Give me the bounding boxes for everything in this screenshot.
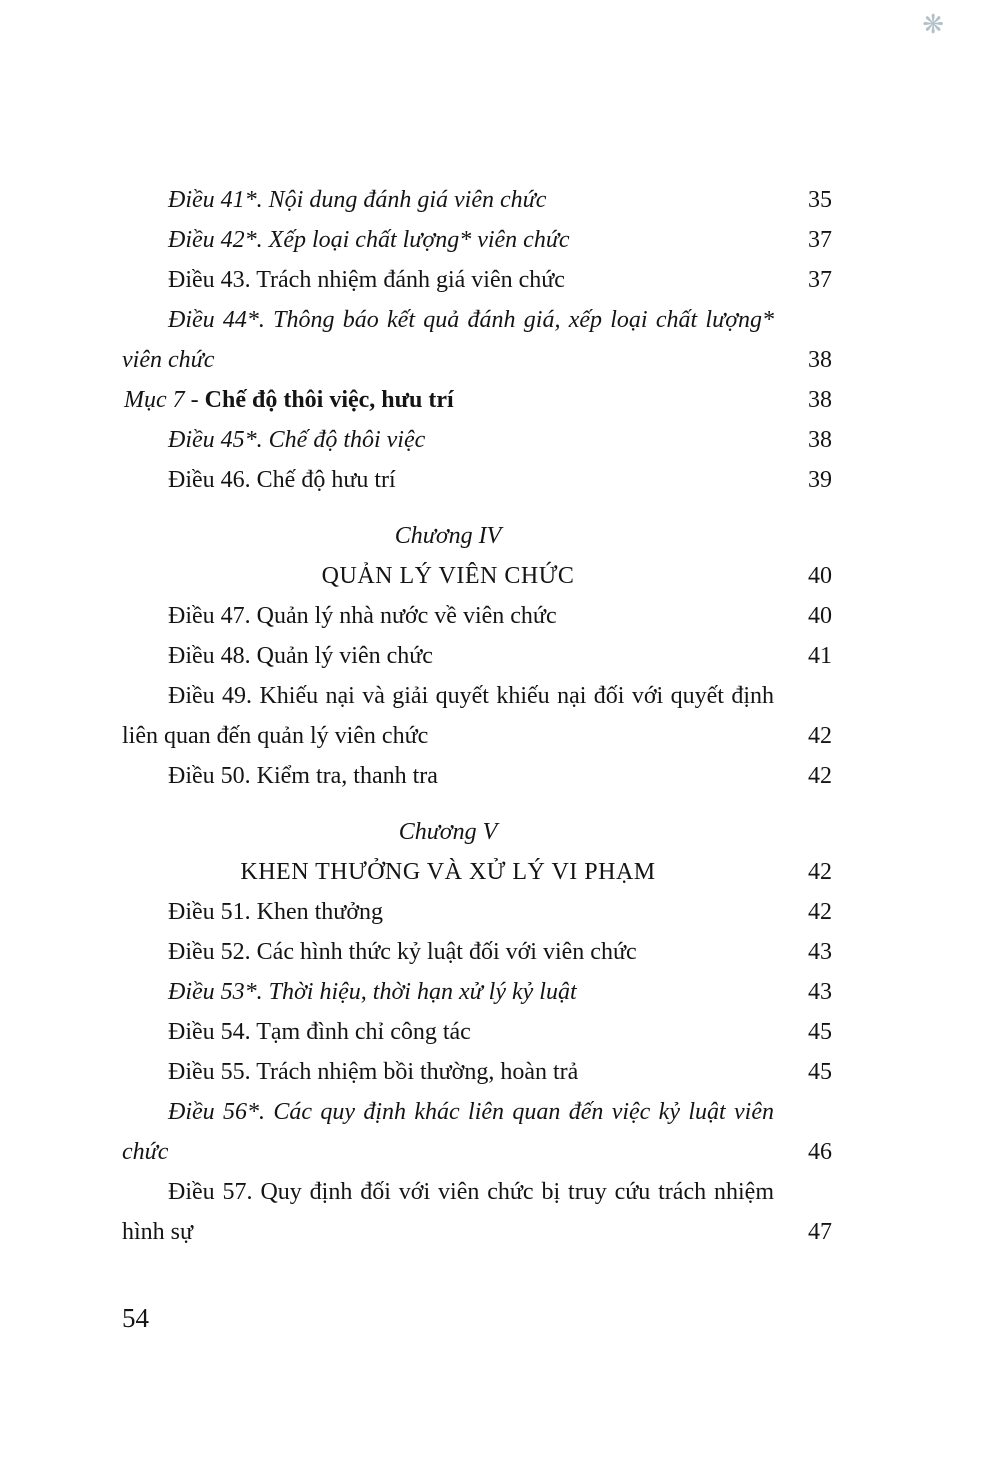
toc-entry xyxy=(122,1052,832,1092)
toc-entry-page-number: 47 xyxy=(808,1219,832,1245)
toc-entry xyxy=(122,180,832,220)
toc-entry-text: Điều 53*. Thời hiệu, thời hạn xử lý kỷ luật xyxy=(168,979,577,1005)
toc-entry-text: Điều 45*. Chế độ thôi việc xyxy=(168,427,426,453)
toc-entry-page-number: 43 xyxy=(808,979,832,1005)
toc-entry-page-number: 42 xyxy=(808,899,832,925)
toc-entry xyxy=(122,596,832,636)
chapter-label: Chương IV xyxy=(394,523,502,549)
toc-entry-text: Điều 42*. Xếp loại chất lượng* viên chức xyxy=(168,227,570,253)
toc-entry xyxy=(122,1012,832,1052)
toc-entry-text: Điều 50. Kiểm tra, thanh tra xyxy=(168,763,438,789)
toc-entry xyxy=(122,636,832,676)
toc-entry xyxy=(122,420,832,460)
toc-entry-text: Điều 47. Quản lý nhà nước về viên chức xyxy=(168,603,557,629)
toc-section-entry xyxy=(122,380,832,420)
toc-entry-page-number: 37 xyxy=(808,267,832,293)
toc-entry-page-number: 38 xyxy=(808,387,832,413)
toc-entry xyxy=(122,932,832,972)
toc-entry-text: Điều 43. Trách nhiệm đánh giá viên chức xyxy=(168,267,565,293)
toc-entry xyxy=(122,1092,832,1172)
toc-entry-page-number: 43 xyxy=(808,939,832,965)
chapter-page-number: 42 xyxy=(808,859,832,885)
section-number-label: Mục 7 - xyxy=(124,387,205,413)
toc-entry-page-number: 39 xyxy=(808,467,832,493)
toc-entry xyxy=(122,1172,832,1252)
page-number: 54 xyxy=(122,1303,149,1333)
toc-chapter xyxy=(122,516,832,596)
toc-entry-page-number: 35 xyxy=(808,187,832,213)
toc-entry-page-number: 42 xyxy=(808,763,832,789)
toc-entry-text: Điều 51. Khen thưởng xyxy=(168,899,384,925)
toc-entry-text: Điều 56*. Các quy định khác liên quan đến việc kỷ luật viên chức xyxy=(122,1099,774,1165)
toc-entry-page-number: 37 xyxy=(808,227,832,253)
toc-entry-text: Điều 55. Trách nhiệm bồi thường, hoàn trả xyxy=(168,1059,579,1085)
toc-entry xyxy=(122,892,832,932)
flower-icon: ❋ xyxy=(922,10,944,39)
chapter-title: KHEN THƯỞNG VÀ XỬ LÝ VI PHẠM xyxy=(240,859,656,885)
chapter-label: Chương V xyxy=(398,819,498,845)
toc-entry xyxy=(122,756,832,796)
toc-entry-page-number: 46 xyxy=(808,1139,832,1165)
toc-entry xyxy=(122,676,832,756)
toc-entry-page-number: 38 xyxy=(808,427,832,453)
chapter-title: QUẢN LÝ VIÊN CHỨC xyxy=(321,563,575,589)
toc-entry-page-number: 45 xyxy=(808,1019,832,1045)
toc-entry-text: Điều 49. Khiếu nại và giải quyết khiếu nại đối với quyết định liên quan đến quản lý viên chức xyxy=(122,683,774,749)
toc-entry-text: Điều 41*. Nội dung đánh giá viên chức xyxy=(168,187,547,213)
toc-entry xyxy=(122,300,832,380)
toc-entry-text: Điều 46. Chế độ hưu trí xyxy=(168,467,396,493)
toc-entry xyxy=(122,260,832,300)
toc-entry-page-number: 41 xyxy=(808,643,832,669)
toc-entry-page-number: 38 xyxy=(808,347,832,373)
toc-entry xyxy=(122,220,832,260)
toc-entry-text: Điều 44*. Thông báo kết quả đánh giá, xếp loại chất lượng* viên chức xyxy=(122,307,774,373)
toc-entry xyxy=(122,972,832,1012)
toc-entry xyxy=(122,460,832,500)
toc-entry-text: Điều 54. Tạm đình chỉ công tác xyxy=(168,1019,471,1045)
toc-entry-text: Điều 52. Các hình thức kỷ luật đối với viên chức xyxy=(168,939,637,965)
toc-entry-text: Điều 48. Quản lý viên chức xyxy=(168,643,433,669)
toc-entry-text: Điều 57. Quy định đối với viên chức bị truy cứu trách nhiệm hình sự xyxy=(122,1179,774,1245)
toc-entry-page-number: 40 xyxy=(808,603,832,629)
toc-chapter xyxy=(122,812,832,892)
section-title-label: Chế độ thôi việc, hưu trí xyxy=(204,387,454,413)
chapter-page-number: 40 xyxy=(808,563,832,589)
table-of-contents xyxy=(122,180,832,1252)
toc-entry-text xyxy=(122,380,774,420)
toc-entry-page-number: 45 xyxy=(808,1059,832,1085)
toc-entry-page-number: 42 xyxy=(808,723,832,749)
